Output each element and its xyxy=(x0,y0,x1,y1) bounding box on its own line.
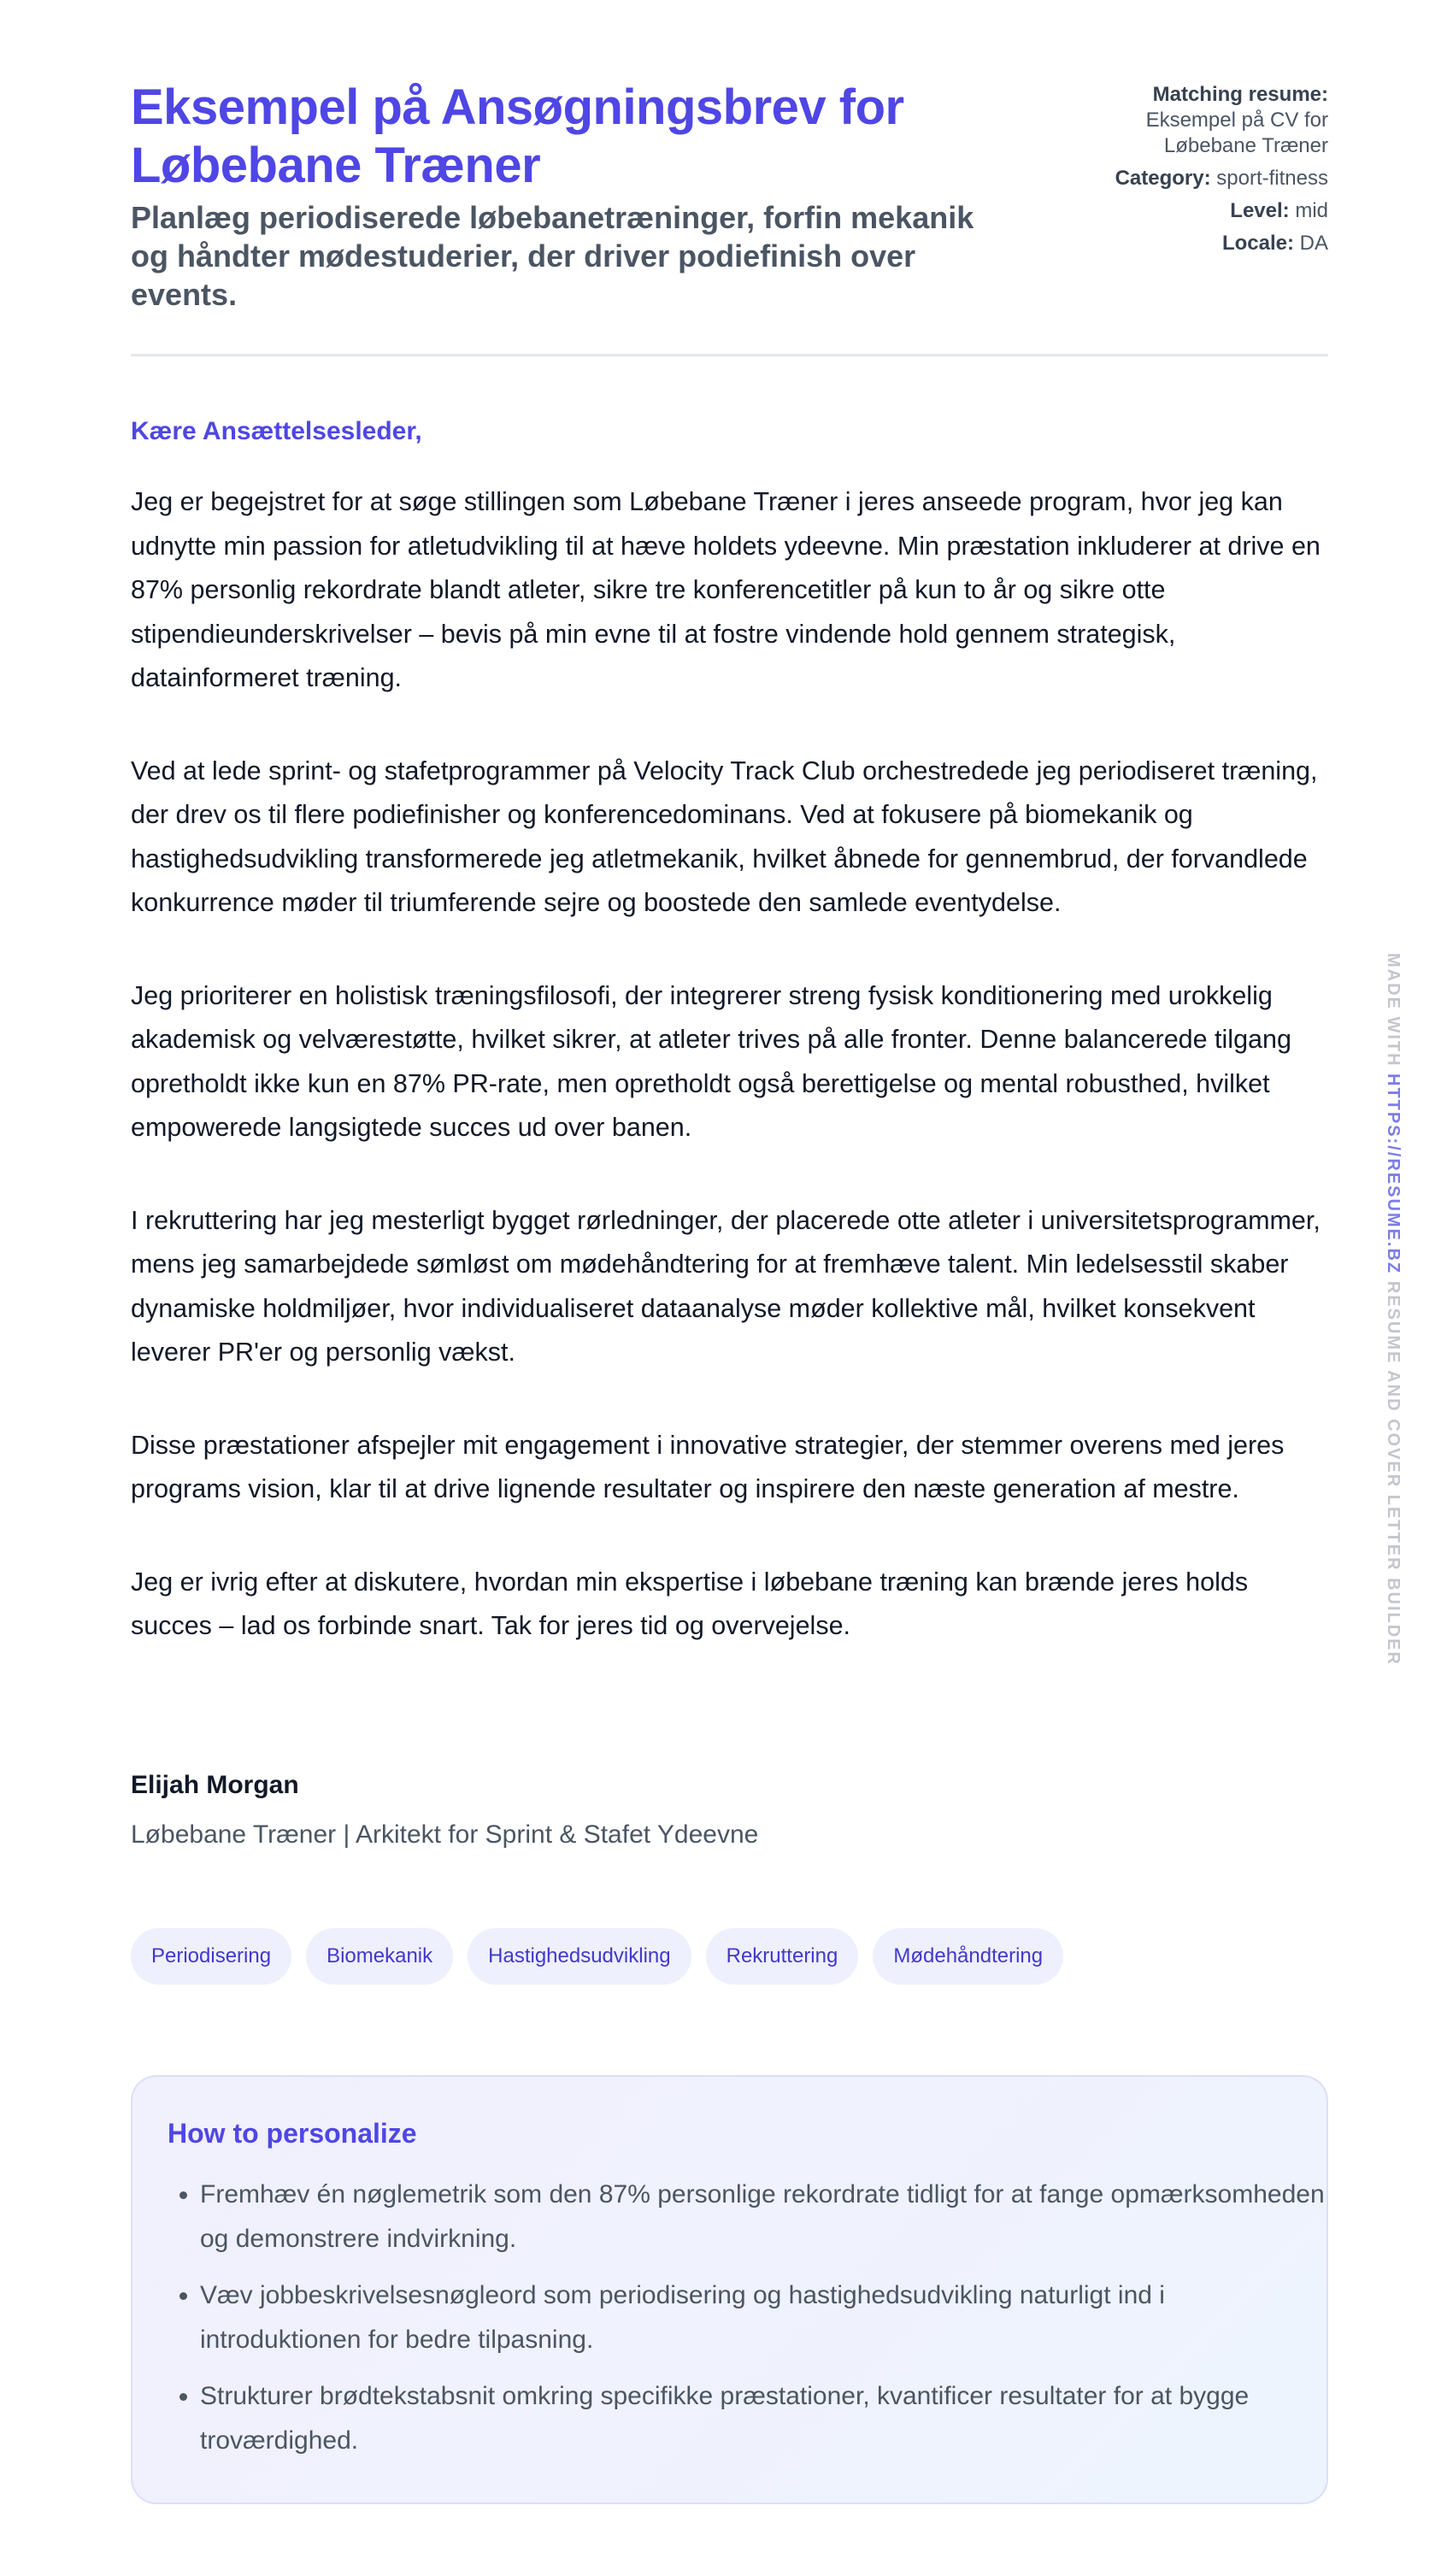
matching-resume-label: Matching resume: xyxy=(1152,83,1328,106)
letter-paragraph: Disse præstationer afspejler mit engagement i innovative strategier, der stemmer overens med jeres programs vision, klar til at drive lignende resultater og inspirere den næste generation af mestre. xyxy=(131,1430,1285,1503)
page xyxy=(131,0,1328,2455)
letter-paragraph: Ved at lede sprint- og stafetprogrammer på Velocity Track Club orchestredede jeg periodiseret træning, der drev os til flere podiefinisher og konferencedominans. Ved at fokusere på biomekanik og hastighedsudvikling transformerede jeg atletmekanik, hvilket åbnede for gennembrud, der forvandlede konkurrence møder til triumferende sejre og boostede den samlede eventydelse. xyxy=(131,756,1318,917)
page-header xyxy=(131,0,1328,356)
watermark-link[interactable]: HTTPS://RESUME.BZ xyxy=(1384,1073,1403,1275)
level-value: mid xyxy=(1295,199,1328,222)
letter-paragraph: Jeg er ivrig efter at diskutere, hvordan min ekspertise i løbebane træning kan brænde jeres holds succes – lad os forbinde snart. Tak for jeres tid og overvejelse. xyxy=(131,1567,1249,1640)
personalize-box xyxy=(131,2075,1328,2504)
letter-paragraph: Jeg er begejstret for at søge stillingen som Løbebane Træner i jeres anseede program, hvor jeg kan udnytte min passion for atletudvikling til at hæve holdets ydeevne. Min præstation inkluderer at drive en 87% personlig rekordrate blandt atleter, sikre tre konferencetitler på kun to år og sikre otte stipendieunderskrivelser – bevis på min evne til at fostre vindende hold gennem strategisk, datainformeret træning. xyxy=(131,487,1321,692)
skill-tag: Biomekanik xyxy=(306,1928,453,1985)
skill-tag: Periodisering xyxy=(131,1928,291,1985)
personalize-heading: How to personalize xyxy=(168,2118,417,2149)
meta-info xyxy=(1072,82,1328,263)
signature-name: Elijah Morgan xyxy=(131,1771,299,1799)
tip-item: • Fremhæv én nøglemetrik som den 87% personlige rekordrate tidligt for at fange opmærksomheden og demonstrere indvirkning. xyxy=(200,2173,1328,2261)
skill-tags xyxy=(131,1928,1063,1985)
category-label: Category: xyxy=(1115,167,1211,190)
salutation: Kære Ansættelsesleder, xyxy=(131,417,422,445)
letter-paragraph: Jeg prioriterer en holistisk træningsfilosofi, der integrerer streng fysisk konditionering med urokkelig akademisk og velværestøtte, hvilket sikrer, at atleter trives på alle fronter. Denne balancerede tilgang opretholdt ikke kun en 87% PR-rate, men opretholdt også berettigelse og mental robusthed, hvilket empowerede langsigtede succes ud over banen. xyxy=(131,980,1291,1142)
locale-value: DA xyxy=(1299,232,1328,255)
page-title: Eksempel på Ansøgningsbrev for Løbebane Træner xyxy=(131,79,904,193)
watermark-prefix: MADE WITH xyxy=(1384,953,1403,1067)
skill-tag: Hastighedsudvikling xyxy=(468,1928,691,1985)
tip-item: • Væv jobbeskrivelsesnøgleord som periodisering og hastighedsudvikling naturligt ind i introduktionen for bedre tilpasning. xyxy=(200,2273,1328,2361)
category-value: sport-fitness xyxy=(1216,167,1328,190)
letter-paragraph: I rekruttering har jeg mesterligt bygget rørledninger, der placerede otte atleter i universitetsprogrammer, mens jeg samarbejdede sømløst om mødehåndtering for at fremhæve talent. Min ledelsesstil skaber dynamiske holdmiljøer, hvor individualiseret dataanalyse møder kollektive mål, hvilket konsekvent leverer PR'er og personlig vækst. xyxy=(131,1205,1321,1367)
skill-tag: Mødehåndtering xyxy=(873,1928,1063,1985)
tip-item: • Strukturer brødtekstabsnit omkring specifikke præstationer, kvantificer resultater for at bygge troværdighed. xyxy=(200,2374,1328,2462)
matching-resume-link[interactable]: Eksempel på CV for Løbebane Træner xyxy=(1145,109,1328,157)
skill-tag: Rekruttering xyxy=(706,1928,859,1985)
personalize-tips xyxy=(168,2173,1328,2475)
page-subtitle: Planlæg periodiserede løbebanetræninger, forfin mekanik og håndter mødestuderier, der driver podiefinish over events. xyxy=(131,200,974,312)
level-label: Level: xyxy=(1230,199,1290,222)
letter-body xyxy=(131,480,1328,1697)
signature-title: Løbebane Træner | Arkitekt for Sprint & Stafet Ydeevne xyxy=(131,1820,759,1849)
watermark-suffix: RESUME AND COVER LETTER BUILDER xyxy=(1384,1280,1403,1666)
watermark xyxy=(1383,953,1403,1666)
locale-label: Locale: xyxy=(1221,232,1294,255)
